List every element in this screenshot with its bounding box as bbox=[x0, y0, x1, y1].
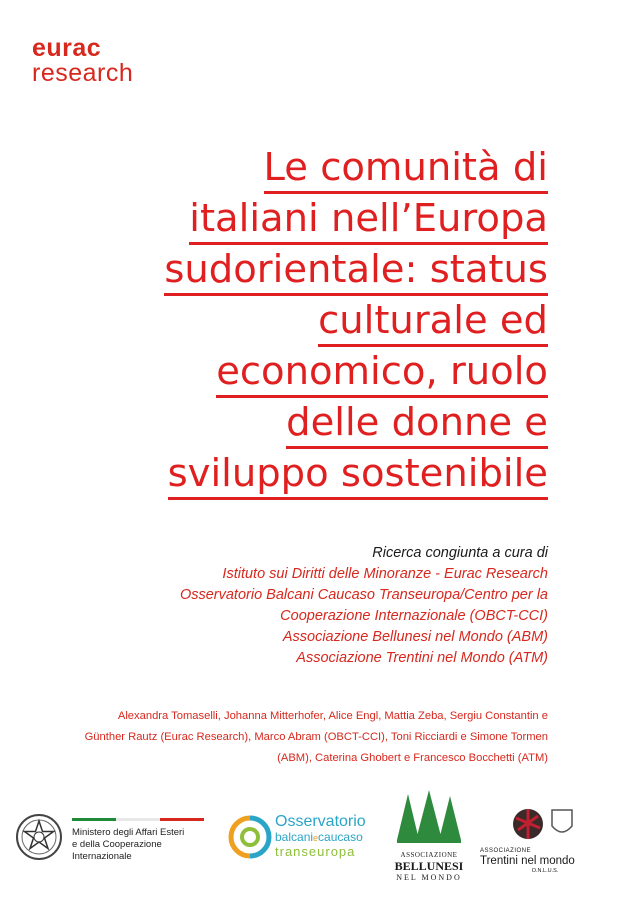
abm-line: NEL MONDO bbox=[396, 873, 462, 882]
obct-line bbox=[275, 830, 366, 845]
abm-logo bbox=[394, 790, 464, 883]
authors-list bbox=[78, 706, 548, 769]
trees-icon bbox=[394, 790, 464, 846]
title-line: italiani nell’Europa bbox=[78, 193, 548, 244]
document-title bbox=[78, 142, 548, 499]
title-line: sviluppo sostenibile bbox=[78, 448, 548, 499]
mae-logo bbox=[14, 812, 64, 867]
atm-line: O.N.L.U.S. bbox=[531, 868, 559, 874]
abm-line: BELLUNESI bbox=[394, 859, 464, 873]
italian-flag-stripe bbox=[72, 818, 204, 821]
title-line: delle donne e bbox=[78, 397, 548, 448]
partner-logos bbox=[0, 790, 644, 890]
obct-logo-icon bbox=[227, 814, 273, 860]
institution-line: Associazione Bellunesi nel Mondo (ABM) bbox=[282, 629, 548, 645]
title-line: economico, ruolo bbox=[78, 346, 548, 397]
obct-line: Osservatorio bbox=[275, 813, 366, 830]
mae-line: Ministero degli Affari Esteri bbox=[72, 827, 185, 838]
logo-line-research: research bbox=[32, 59, 134, 87]
research-lead: Ricerca congiunta a cura di bbox=[372, 545, 548, 561]
title-line: Le comunità di bbox=[78, 142, 548, 193]
institution-line: Istituto sui Diritti delle Minoranze - Eurac Research bbox=[222, 566, 548, 582]
authors-line: Günther Rautz (Eurac Research), Marco Abram (OBCT-CCI), Toni Ricciardi e Simone Tormen bbox=[84, 731, 548, 743]
title-line: culturale ed bbox=[78, 295, 548, 346]
mae-line: e della Cooperazione Internazionale bbox=[72, 839, 162, 862]
institution-line: Osservatorio Balcani Caucaso Transeuropa/Centro per la bbox=[179, 587, 548, 603]
emblem-icon bbox=[14, 812, 64, 862]
obct-line: transeuropa bbox=[275, 844, 356, 859]
obct-text bbox=[275, 814, 366, 859]
abm-line: ASSOCIAZIONE bbox=[400, 851, 458, 859]
mae-text bbox=[72, 818, 212, 863]
globe-shield-icon bbox=[480, 804, 580, 842]
logo-line-eurac: eurac bbox=[32, 34, 102, 62]
atm-logo bbox=[480, 804, 580, 875]
obct-e: e bbox=[313, 833, 319, 843]
institution-line: Cooperazione Internazionale (OBCT-CCI) bbox=[280, 608, 548, 624]
atm-line: Trentini nel mondo bbox=[480, 855, 575, 867]
title-line: sudorientale: status bbox=[78, 244, 548, 295]
authors-line: Alexandra Tomaselli, Johanna Mitterhofer, Alice Engl, Mattia Zeba, Sergiu Constantin e bbox=[117, 710, 548, 722]
eurac-research-logo bbox=[32, 36, 133, 86]
obct-caucaso: caucaso bbox=[318, 830, 363, 844]
institution-line: Associazione Trentini nel Mondo (ATM) bbox=[296, 650, 548, 666]
atm-line: ASSOCIAZIONE bbox=[480, 848, 532, 854]
authors-line: (ABM), Caterina Ghobert e Francesco Bocchetti (ATM) bbox=[277, 752, 548, 764]
research-credits bbox=[78, 543, 548, 669]
obct-balcani: balcani bbox=[275, 830, 314, 844]
obct-logo bbox=[227, 814, 273, 865]
